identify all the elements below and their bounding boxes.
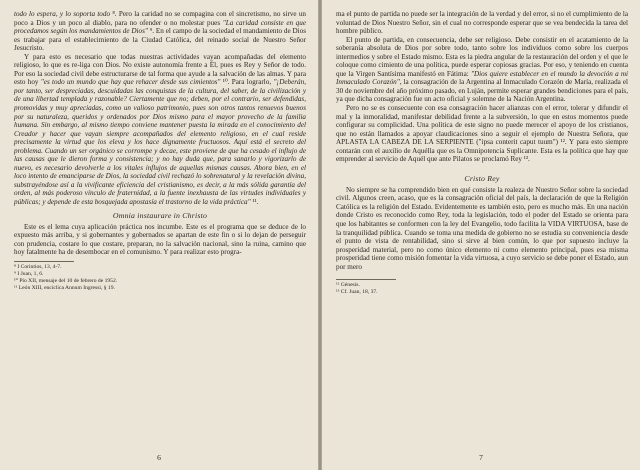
text-run: , la consagración de la Argentina al Inmaculado Corazón de María, realizada el 30 de noviembre del año próximo pasado, en Luján, permite esperar grandes bendiciones para el país, ya que dicha consagración fue un acto oficial y solemne de la Nación Argentina. — [336, 78, 628, 104]
left-section-title: Omnia instaurare in Christo — [112, 210, 208, 220]
text-run: ¹⁰. Para lograrlo, — [220, 78, 274, 87]
text-run: Y para esto es necesario que todas nuestras actividades vayan acompañadas del elemento religioso, lo que es re-liga con Dios. No existe autonomía frente a Él, pues es Rey y Señor de todo. Por eso la sociedad civil debe estructurarse de tal forma que ayude a la salvación de las almas. Y para esto hoy — [14, 52, 306, 87]
right-page — [322, 0, 640, 470]
left-footnote: ¹⁰ Pío XII, mensaje del 10 de febrero de 1952. — [14, 277, 118, 284]
right-footnote: ¹² Génesis. — [336, 282, 360, 289]
left-footnote-rule — [14, 261, 74, 262]
italic-quote: todo lo espera, y lo soporta todo — [14, 10, 111, 18]
right-section-title: Cristo Rey — [464, 173, 500, 183]
left-footnote: ⁸ I Corintios, 13, 4-7. — [14, 263, 62, 270]
right-footnotes — [336, 282, 628, 296]
left-paragraph — [14, 223, 306, 257]
left-page — [0, 0, 318, 470]
right-paragraph — [336, 36, 628, 104]
right-paragraph — [336, 186, 628, 271]
italic-quote: "es todo un mundo que hay que rehacer desde sus cimientos" — [40, 78, 221, 87]
italic-quote: "La caridad consiste en que procedamos según los mandamientos de Dios" — [14, 18, 306, 36]
text-run: El punto de partida, en consecuencia, debe ser religioso. Debe consistir en el acatamiento de la soberanía absoluta de Dios por sobre todo, tanto sobre los individuos como sobre los cuerpos intermedios y sobre el Estado mismo. Esta es la piedra angular de la restauración del orden y el que le coloque como cimiento de una política, puede esperar copiosas gracias. Por eso, y teniendo en cuenta que la Virgen Santísima manifestó en Fátima: — [336, 35, 628, 78]
left-paragraph — [14, 10, 306, 53]
right-paragraph — [336, 10, 628, 36]
italic-quote: "Dios quiere establecer en el mundo la devoción a mi Inmaculado Corazón" — [336, 69, 629, 87]
text-run: No siempre se ha comprendido bien en qué consiste la realeza de Nuestro Señor sobre la sociedad civil. Algunos creen, acaso, que es la consagración oficial del país, la declaración de que la Religión Católica es la religión del Estado. Evidentemente es también esto, pero es mucho más. En una nación donde Cristo es reconocido como Rey, toda la legislación, todo el poder del Estado se orienta para que los habitantes se conformen con la ley del Evangelio, todo facilita la VIDA VIRTUOSA, base de la tranquilidad pública. Cuando se toma una medida de gobierno no se estudia su conveniencia desde el punto de vista de rentabilidad, sino si sirve al bien común, lo que por supuesto incluye la prosperidad material, pero no como único elemento ni como elemento principal, pues esa misma prosperidad tiene como misión fomentar la vida virtuosa, a cuyo servicio se debe poner el Estado, aun por mero — [336, 185, 628, 271]
left-footnotes — [14, 264, 306, 292]
left-page-body — [14, 10, 306, 207]
italic-quote: "¡Deberán, por tanto, ser despreciadas, descuidadas las conquistas de la cultura, del saber, de la civilización y de una libertad templada y razonable? Ciertamente que no; deben, por el contrario, ser defendidas, promovidas y muy apreciadas, como un valioso patrimonio, pues son otros tantos renuevos buenos por su naturaleza, queridos y ordenados por Dios mismo para el mayor provecho de la familia humana. Sin embargo, al mismo tiempo conviene mantener puesta la mirada en el conocimiento del Creador y hacer que vayan siempre acompañados del elemento religioso, en el cual reside precisamente la virtud que los eleva y los hace dignamente fructuosos. Aquí está el secreto del problema. Cuando un ser orgánico se corrompe y decae, este proviene de que ha cesado el influjo de las causas que le dieron forma y consistencia; y no hay duda que, para sanarlo y vigorizarlo de nuevo, es necesario devolverle a los vitales influjos de aquellas mismas causas. Ahora bien, en el loco intento de emanciparse de Dios, la sociedad civil rechazó lo sobrenatural y la revelación divina, substrayéndose así a la vivificante eficiencia del cristianismo, es decir, a la más sólida garantía del orden, al más poderoso vínculo de fraternidad, a la fuente inexhausta de las virtudes individuales y públicas; y depende de esta bosquejada apostasía el trastorno de la vida práctica" — [14, 78, 306, 207]
right-page-body — [336, 10, 628, 164]
left-page-body-2 — [14, 223, 306, 257]
right-page-number: 7 — [479, 453, 483, 462]
text-run: ma el punto de partida no puede ser la integración de la verdad y del error, si no el cumplimiento de la voluntad de Dios Nuestro Señor, sin el cual no corresponde esperar que se vea bendecida la tarea del hombre público. — [336, 10, 628, 36]
text-run: Pero no se es consecuente con esa consagración hacer alianzas con el error, tolerar y difundir el mal y la inmoralidad, manifestar debilidad frente a la subversión, lo que en estos momentos puede configurar su complicidad. Una política de este signo no puede merecer el apoyo de los cristianos, que no están llamados a apoyar claudicaciones sino a seguir el ejemplo de Nuestra Señora, que APLASTA LA CABEZA DE LA SERPIENTE ("ipsa conterit caput tuum") ¹². Y para esto siempre contarán con el auxilio de Aquélla que es la Omnipotencia Suplicante. Esta es la política que hay que emprender al servicio de Aquél que ante Pilatos se proclamó Rey ¹³. — [336, 104, 628, 164]
right-page-body-2 — [336, 186, 628, 271]
left-footnote: ⁹ I Juan, 1, 6. — [14, 270, 44, 277]
left-paragraph — [14, 53, 306, 207]
right-paragraph — [336, 104, 628, 164]
text-run: Este es el lema cuya aplicación práctica nos incumbe. Este es el programa que se deduce de lo expuesto más arriba, y si gobernantes y gobernados se apartan de este fin o si lo dejan de perseguir con prudencia, costare lo que costare, preparan, no la salvación nacional, sino la ruina, camino que hoy fatalmente ha de desembocar en el comunismo. Y para realizar esto progra- — [14, 222, 306, 257]
text-run: ⁸. Pero la caridad no se compagina con el sincretismo, no sirve un poco a Dios y un poco al diablo, para no ofender o no molestar pues — [14, 10, 307, 27]
text-run: ¹¹. — [250, 198, 259, 207]
left-page-number: 6 — [157, 453, 161, 462]
right-footnote: ¹³ Cf. Juan, 18, 37. — [336, 289, 378, 296]
left-footnote: ¹¹ León XIII, encíclica Annum Ingressi, § 19. — [14, 284, 115, 291]
text-run: ⁹. En el campo de la sociedad el mandamiento de Dios es trabajar para el establecimiento de la Ciudad Católica, del reinado social de Nuestro Señor Jesucristo. — [14, 27, 307, 53]
right-footnote-rule — [336, 279, 396, 280]
